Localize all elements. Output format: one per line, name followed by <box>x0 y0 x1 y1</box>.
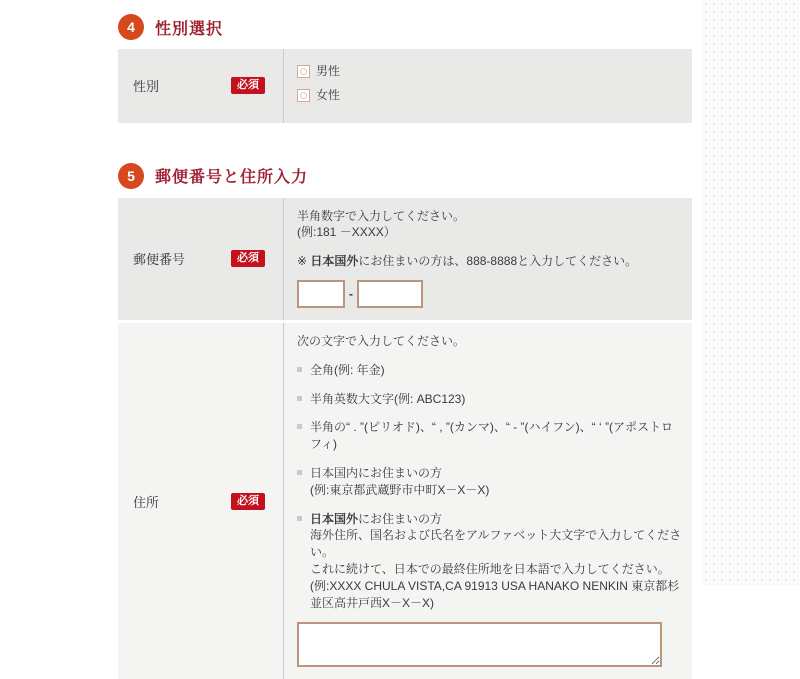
domestic-example: (例:東京都武蔵野市中町X－X－X) <box>310 482 490 497</box>
gender-option-male[interactable] <box>297 63 682 80</box>
domestic-title: 日本国内にお住まいの方 <box>310 465 443 480</box>
male-checkbox[interactable] <box>297 65 310 78</box>
address-rule-overseas <box>297 511 682 612</box>
bullet-icon <box>297 516 302 521</box>
section4-number-badge: 4 <box>118 14 144 40</box>
form-content <box>118 0 692 679</box>
gender-row <box>118 49 692 123</box>
section5-header <box>118 163 692 189</box>
address-label-cell <box>118 323 283 679</box>
postal-code-input-first[interactable] <box>297 280 345 308</box>
bullet-icon <box>297 424 302 429</box>
male-checkbox-mark <box>300 68 307 75</box>
section5-number-badge: 5 <box>118 163 144 189</box>
gender-value-cell <box>283 49 692 123</box>
postal-hyphen: - <box>349 286 353 301</box>
female-label: 女性 <box>316 87 341 102</box>
postal-label-cell <box>118 198 283 320</box>
gender-required-badge: 必須 <box>231 77 265 94</box>
overseas-line2: 海外住所、国名および氏名をアルファベット大文字で入力してください。 <box>310 528 682 560</box>
postal-required-badge: 必須 <box>231 250 265 267</box>
postal-code-input-second[interactable] <box>357 280 423 308</box>
postal-value-cell <box>283 198 692 320</box>
postal-overseas-note: ※ 日本国外にお住まいの方は、888-8888と入力してください。 <box>297 254 638 269</box>
address-rule-halfwidth-alnum: 半角英数大文字(例: ABC123) <box>297 391 682 408</box>
postal-instruction-line2: (例:181 －XXXX） <box>297 225 396 240</box>
section4-header <box>118 14 692 40</box>
bullet-icon <box>297 396 302 401</box>
gender-label: 性別 <box>133 79 160 95</box>
bullet-icon <box>297 470 302 475</box>
postal-instruction-line1: 半角数字で入力してください。 <box>297 208 466 223</box>
female-checkbox-mark <box>300 92 307 99</box>
gender-option-female[interactable] <box>297 87 682 104</box>
overseas-title-rest: にお住まいの方 <box>358 511 443 526</box>
postal-code-row <box>118 198 692 320</box>
address-value-cell <box>283 323 692 679</box>
address-row <box>118 323 692 679</box>
postal-label: 郵便番号 <box>133 252 186 268</box>
section4-title: 性別選択 <box>155 20 224 38</box>
address-intro: 次の文字で入力してください。 <box>297 333 466 348</box>
overseas-example: (例:XXXX CHULA VISTA,CA 91913 USA HANAKO NENKIN 東京都杉並区高井戸西X－X－X) <box>310 578 680 610</box>
overseas-line3: これに続けて、日本での最終住所地を日本語で入力してください。 <box>310 561 670 576</box>
gender-label-cell <box>118 49 283 123</box>
address-rule-symbols: 半角の“ . ”(ピリオド)、“ , ”(カンマ)、“ - ”(ハイフン)、“ ‘ ”(アポストロフィ) <box>297 419 682 453</box>
address-textarea[interactable] <box>297 622 662 667</box>
address-label: 住所 <box>133 494 160 510</box>
postal-note-bold: 日本国外 <box>310 254 359 269</box>
address-rule-fullwidth: 全角(例: 年金) <box>297 362 682 379</box>
section5-title: 郵便番号と住所入力 <box>155 169 309 187</box>
address-rule-domestic <box>297 465 682 499</box>
address-required-badge: 必須 <box>231 493 265 510</box>
female-checkbox[interactable] <box>297 89 310 102</box>
postal-inputs-group <box>297 280 682 308</box>
page-background-pattern <box>702 0 800 585</box>
overseas-title-bold: 日本国外 <box>310 511 359 526</box>
bullet-icon <box>297 367 302 372</box>
male-label: 男性 <box>316 64 341 78</box>
